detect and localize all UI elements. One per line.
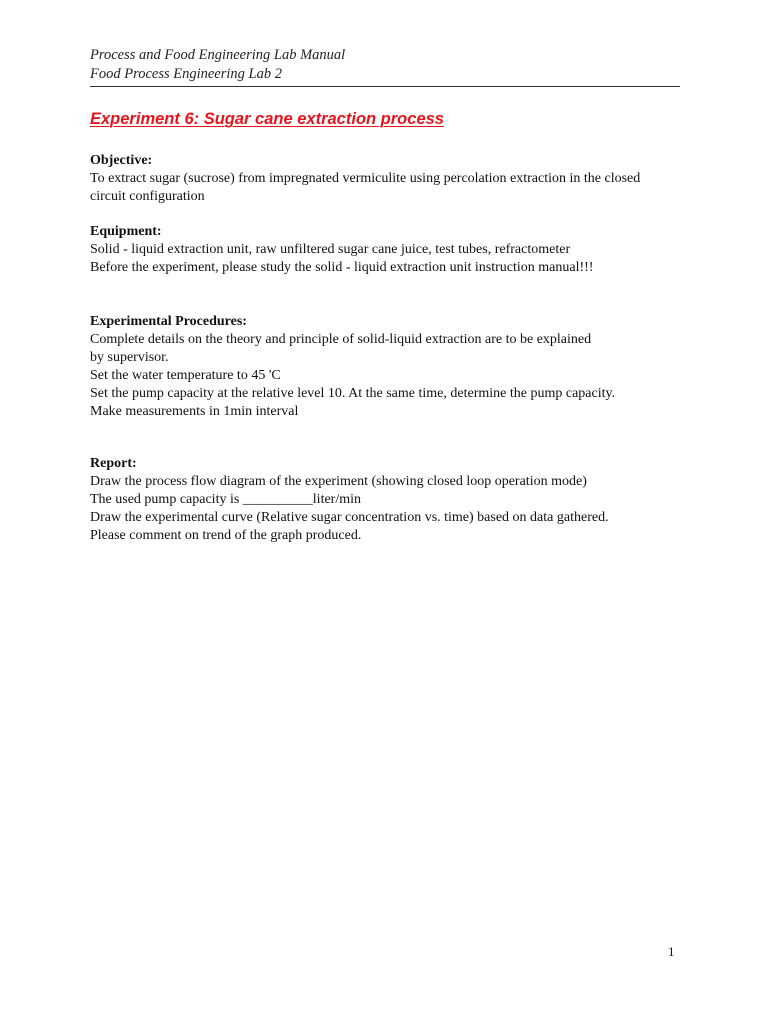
page-header [90,46,680,84]
procedures-line: Set the water temperature to 45 'C [90,368,281,383]
procedures-line: Set the pump capacity at the relative level 10. At the same time, determine the pump capacity. [90,386,616,401]
procedures-line: Complete details on the theory and principle of solid-liquid extraction are to be explained [90,332,592,347]
procedures-section [90,313,690,421]
report-line: Draw the process flow diagram of the experiment (showing closed loop operation mode) [90,474,587,489]
objective-heading: Objective: [90,153,153,168]
report-line: Please comment on trend of the graph produced. [90,528,362,543]
procedures-line: by supervisor. [90,350,169,365]
experiment-title: Experiment 6: Sugar cane extraction process [90,110,444,128]
equipment-heading: Equipment: [90,224,162,239]
procedures-heading: Experimental Procedures: [90,314,247,329]
equipment-section [90,223,690,277]
header-line-2: Food Process Engineering Lab 2 [90,66,282,82]
report-line: Draw the experimental curve (Relative sugar concentration vs. time) based on data gathered. [90,510,609,525]
equipment-line: Before the experiment, please study the solid - liquid extraction unit instruction manual!!! [90,260,594,275]
report-line: The used pump capacity is __________liter/min [90,492,362,507]
report-heading: Report: [90,456,137,471]
procedures-line: Make measurements in 1min interval [90,404,299,419]
report-section [90,455,690,545]
objective-section [90,152,690,206]
header-divider [90,86,680,87]
header-line-1: Process and Food Engineering Lab Manual [90,47,346,63]
page-number: 1 [668,944,675,959]
objective-line: To extract sugar (sucrose) from impregnated vermiculite using percolation extraction in the closed [90,171,641,186]
equipment-line: Solid - liquid extraction unit, raw unfiltered sugar cane juice, test tubes, refractometer [90,242,571,257]
objective-line: circuit configuration [90,189,205,204]
